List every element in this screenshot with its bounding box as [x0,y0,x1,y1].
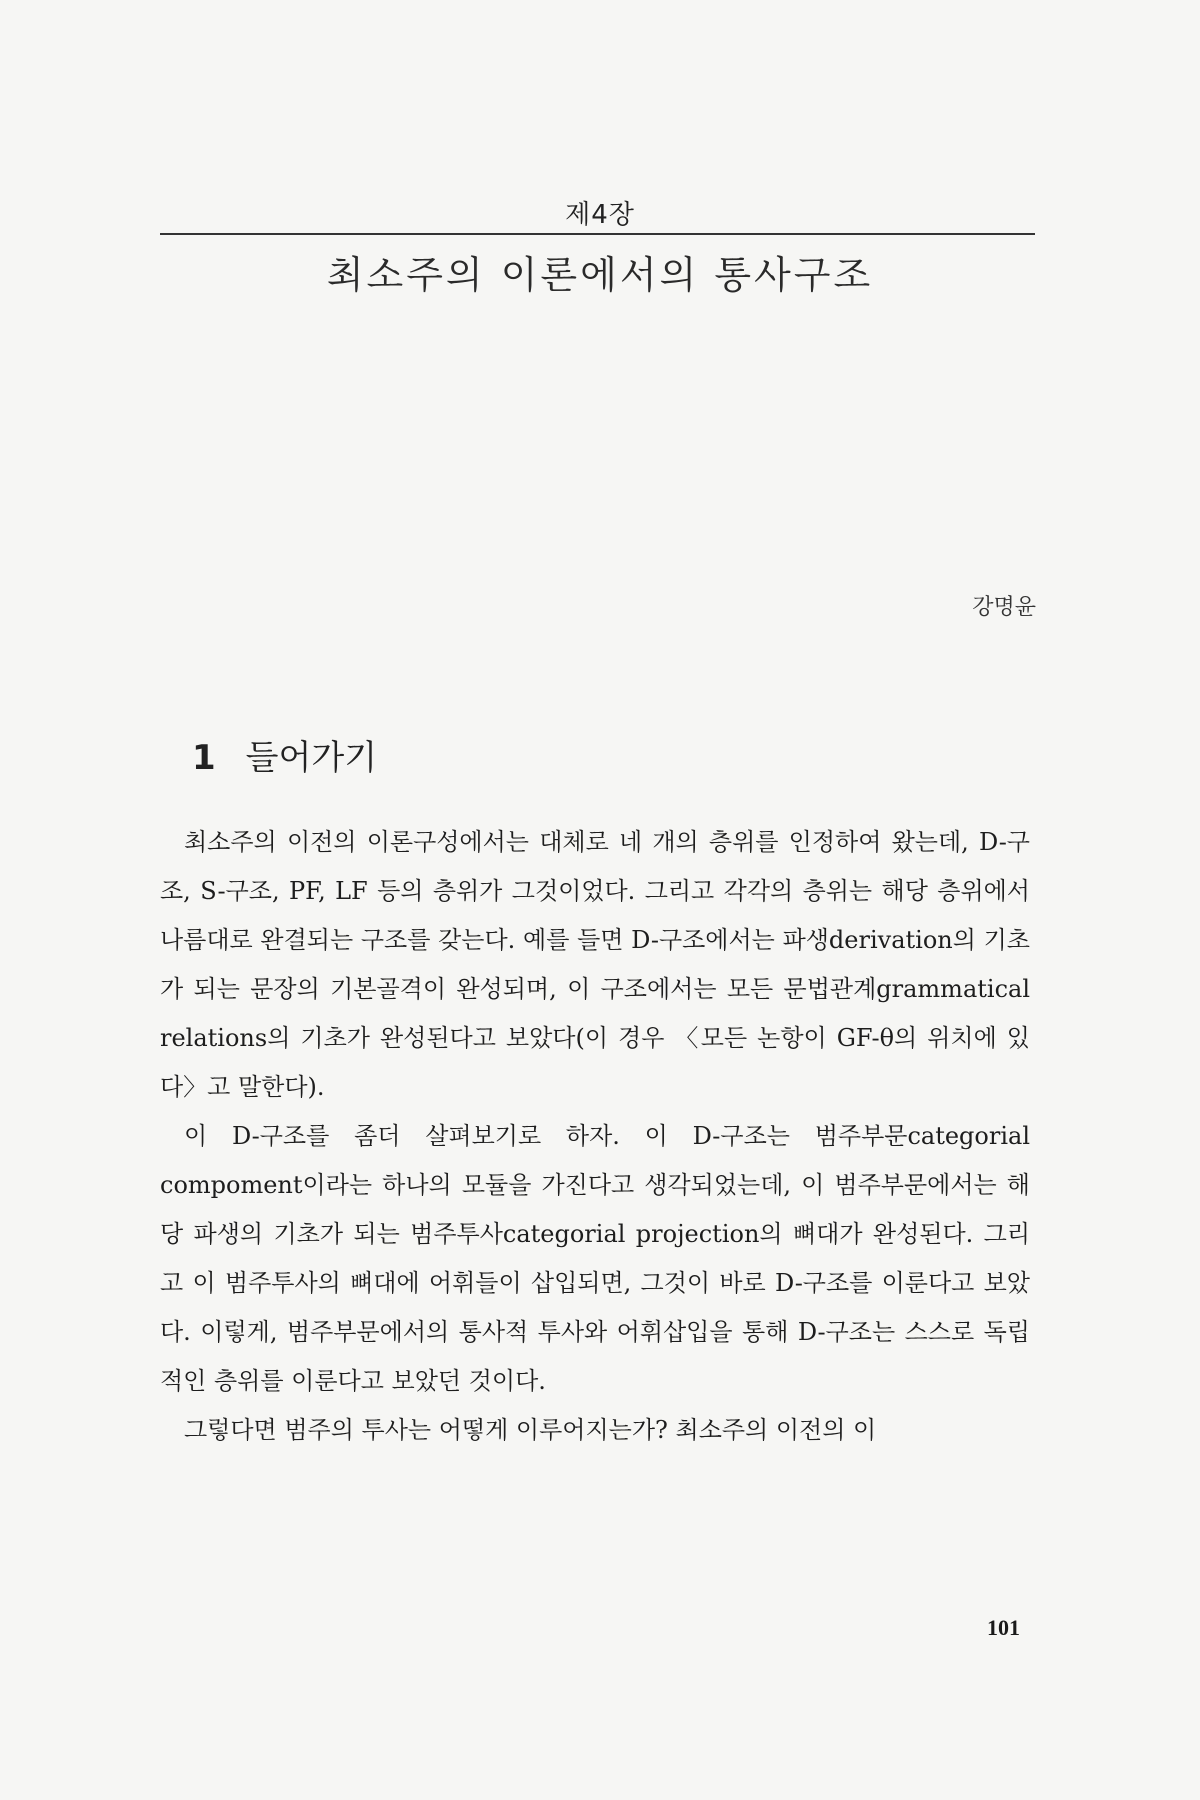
author-name: 강명윤 [972,595,1036,620]
chapter-title: 최소주의 이론에서의 통사구조 [326,253,874,297]
section-title: 들어가기 [245,738,378,778]
chapter-label: 제4장 [565,200,635,230]
paragraph: 그렇다면 범주의 투사는 어떻게 이루어지는가? 최소주의 이전의 이 [184,1416,877,1444]
section-heading [192,730,377,779]
body-text [160,818,1030,1455]
section-number: 1 [192,738,216,778]
page-number: 101 [987,1615,1020,1640]
paragraph: 이 D-구조를 좀더 살펴보기로 하자. 이 D-구조는 범주부문categorial compoment이라는 하나의 모듈을 가진다고 생각되었는데, 이 범주부문에서는 해당 파생의 기초가 되는 범주투사categorial projection의 뼈대가 완성된다. 그리고 이 범주투사의 뼈대에 어휘들이 삽입되면, 그것이 바로 D-구조를 이룬다고 보았다. 이렇게, 범주부문에서의 통사적 투사와 어휘삽입을 통해 D-구조는 스스로 독립적인 층위를 이룬다고 보았던 것이다. [160,1122,1030,1395]
chapter-divider [160,233,1035,235]
paragraph: 최소주의 이전의 이론구성에서는 대체로 네 개의 층위를 인정하여 왔는데, D-구조, S-구조, PF, LF 등의 층위가 그것이었다. 그리고 각각의 층위는 해당 층위에서 나름대로 완결되는 구조를 갖는다. 예를 들면 D-구조에서는 파생derivation의 기초가 되는 문장의 기본골격이 완성되며, 이 구조에서는 모든 문법관계grammatical relations의 기초가 완성된다고 보았다(이 경우 〈모든 논항이 GF-θ의 위치에 있다〉고 말한다). [160,828,1030,1101]
